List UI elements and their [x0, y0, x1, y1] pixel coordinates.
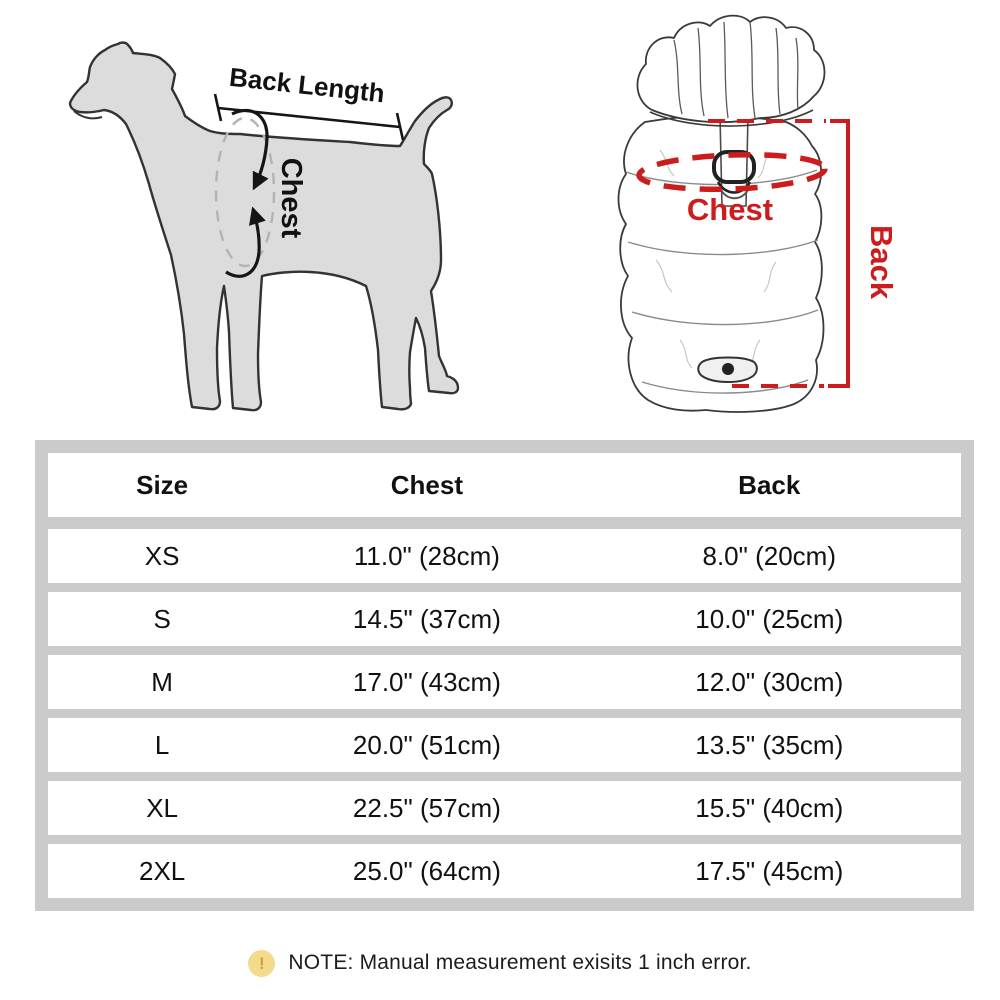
table-row-xs [48, 529, 961, 583]
cell-size: M [151, 667, 173, 697]
cell-chest: 11.0" (28cm) [353, 541, 500, 571]
cell-back: 13.5" (35cm) [695, 730, 844, 760]
cell-chest: 25.0" (64cm) [352, 856, 501, 886]
cell-chest: 20.0" (51cm) [352, 730, 501, 760]
emblem-logo-dot [722, 363, 734, 375]
dog-silhouette [70, 43, 458, 411]
dog-chest-label: Chest [275, 157, 307, 239]
table-row-m [48, 655, 961, 709]
cell-size: XS [144, 541, 180, 571]
vest-chest-label: Chest [686, 192, 774, 227]
cell-size: L [154, 730, 170, 760]
cell-size: S [153, 604, 171, 634]
note-text: NOTE: Manual measurement exisits 1 inch error. [288, 951, 752, 974]
measurement-note [0, 947, 1000, 979]
column-header-size: Size [136, 470, 189, 500]
exclamation-icon: ! [248, 950, 275, 977]
cell-chest: 17.0" (43cm) [352, 667, 501, 697]
size-table [35, 440, 974, 911]
cell-back: 10.0" (25cm) [695, 604, 844, 634]
table-row-l [48, 718, 961, 772]
cell-chest: 14.5" (37cm) [352, 604, 501, 634]
cell-chest: 22.5" (57cm) [352, 793, 501, 823]
back-length-label: Back Length [227, 61, 387, 109]
cell-size: 2XL [138, 856, 186, 886]
vest-back-label: Back [864, 224, 899, 300]
cell-size: XL [146, 793, 179, 823]
column-header-chest: Chest [390, 470, 464, 500]
cell-back: 8.0" (20cm) [702, 541, 836, 571]
column-header-back: Back [738, 470, 801, 500]
cell-back: 12.0" (30cm) [695, 667, 844, 697]
table-row-2xl [48, 844, 961, 898]
size-table-header-row [48, 453, 961, 517]
table-row-s [48, 592, 961, 646]
dog-measurement-diagram [30, 10, 510, 430]
vest-collar-ruffle [637, 16, 824, 123]
cell-back: 15.5" (40cm) [695, 793, 844, 823]
cell-back: 17.5" (45cm) [695, 856, 844, 886]
vest-measurement-diagram [590, 10, 990, 430]
table-row-xl [48, 781, 961, 835]
